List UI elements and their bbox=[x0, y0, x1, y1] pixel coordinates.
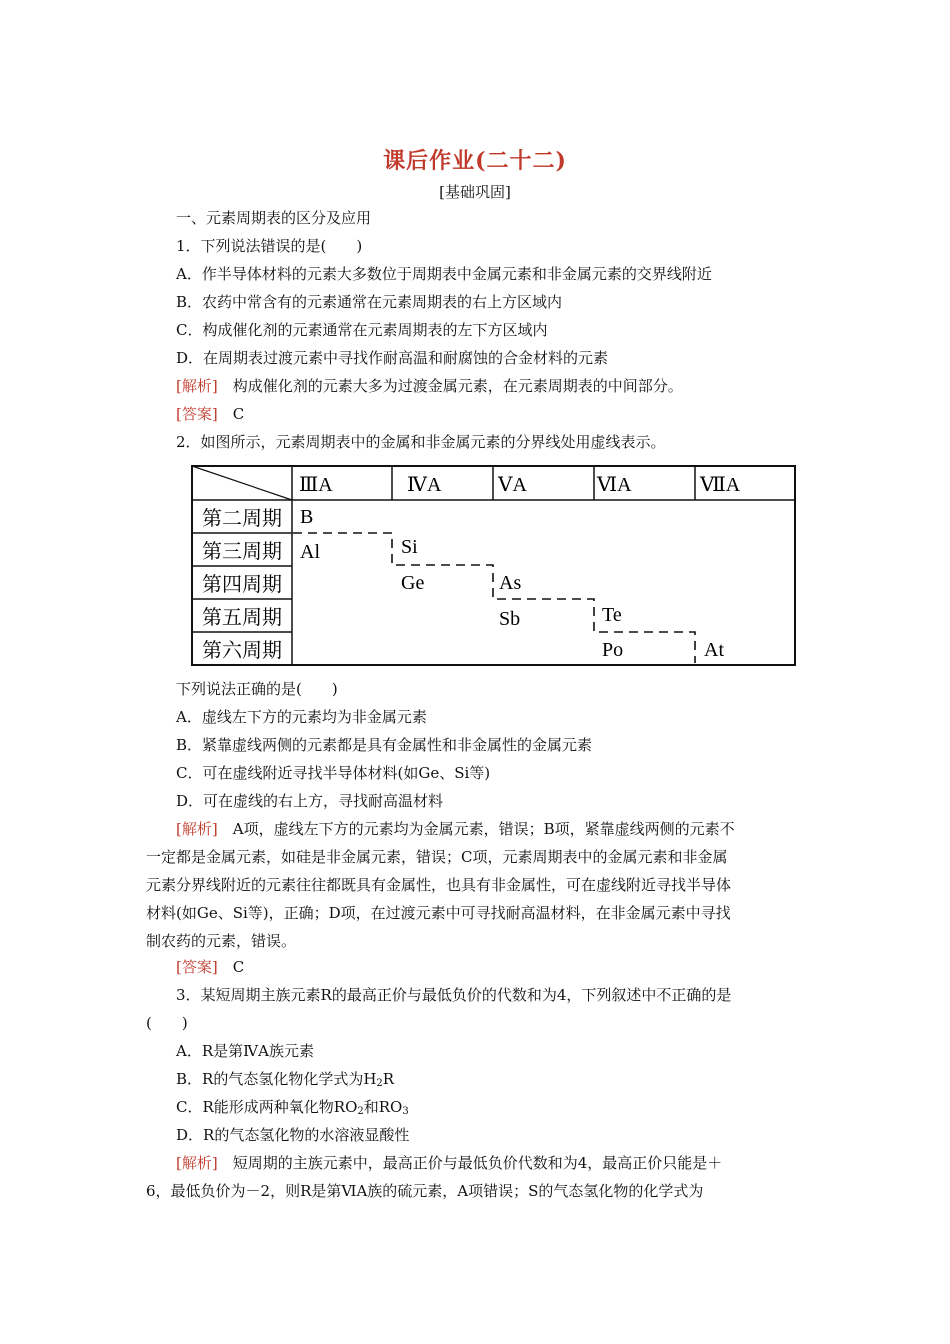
q2-analysis-line-3: 元素分界线附近的元素往往都既具有金属性，也具有非金属性，可在虚线附近寻找半导体 bbox=[146, 876, 732, 894]
q2-answer bbox=[176, 957, 244, 977]
analysis-tag: [解析] bbox=[176, 377, 218, 395]
element-si: Si bbox=[401, 536, 418, 558]
q3-stem: 3．某短周期主族元素R的最高正价与最低负价的代数和为4，下列叙述中不正确的是 bbox=[176, 986, 732, 1004]
group-header-3a: ⅢA bbox=[299, 474, 333, 496]
answer-tag: [答案] bbox=[176, 958, 218, 976]
periodic-table-figure bbox=[191, 465, 796, 666]
element-po: Po bbox=[602, 639, 624, 661]
section-heading: [基础巩固] bbox=[439, 183, 511, 201]
q2-option-c: C．可在虚线附近寻找半导体材料(如Ge、Si等) bbox=[176, 764, 491, 782]
analysis-tag: [解析] bbox=[176, 1154, 218, 1172]
subscript: 2 bbox=[357, 1106, 364, 1117]
q2-analysis-line-1 bbox=[176, 819, 735, 839]
page-title: 课后作业(二十二) bbox=[383, 148, 567, 174]
boundary-dashed-line bbox=[293, 533, 695, 663]
q2-question: 下列说法正确的是( ) bbox=[176, 680, 338, 698]
q3-option-c-text: C．R能形成两种氧化物RO bbox=[176, 1098, 358, 1116]
q2-stem: 2．如图所示，元素周期表中的金属和非金属元素的分界线处用虚线表示。 bbox=[176, 433, 666, 451]
group-header-4a: ⅣA bbox=[407, 474, 442, 496]
element-as: As bbox=[499, 572, 522, 594]
subscript: 3 bbox=[402, 1106, 409, 1117]
element-sb: Sb bbox=[499, 608, 521, 630]
q2-analysis-line-4: 材料(如Ge、Si等)，正确；D项，在过渡元素中可寻找耐高温材料，在非金属元素中寻找 bbox=[146, 904, 731, 922]
q2-option-b: B．紧靠虚线两侧的元素都是具有金属性和非金属性的金属元素 bbox=[176, 736, 593, 754]
q3-option-c-mid: 和RO bbox=[363, 1098, 403, 1116]
q3-option-b-text: B．R的气态氢化物化学式为H bbox=[176, 1070, 377, 1088]
q1-answer bbox=[176, 404, 244, 424]
section-title: 一、元素周期表的区分及应用 bbox=[176, 209, 372, 227]
q3-analysis-text-1: 短周期的主族元素中，最高正价与最低负价代数和为4，最高正价只能是＋ bbox=[232, 1154, 723, 1172]
group-header-7a: ⅦA bbox=[700, 474, 741, 496]
q3-option-d: D．R的气态氢化物的水溶液显酸性 bbox=[176, 1126, 410, 1144]
q3-analysis-line-1 bbox=[176, 1153, 722, 1173]
period-label-4: 第四周期 bbox=[202, 574, 282, 596]
period-label-5: 第五周期 bbox=[202, 607, 282, 629]
q1-analysis-text: 构成催化剂的元素大多为过渡金属元素，在元素周期表的中间部分。 bbox=[232, 377, 683, 395]
q3-analysis-line-2: 6，最低负价为－2，则R是第ⅥA族的硫元素，A项错误；S的气态氢化物的化学式为 bbox=[146, 1182, 704, 1200]
q3-option-b bbox=[176, 1069, 394, 1089]
q2-analysis-line-2: 一定都是金属元素，如硅是非金属元素，错误；C项，元素周期表中的金属元素和非金属 bbox=[146, 848, 728, 866]
q1-answer-text: C bbox=[232, 405, 245, 423]
element-b: B bbox=[300, 506, 314, 528]
q1-option-b: B．农药中常含有的元素通常在元素周期表的右上方区域内 bbox=[176, 293, 563, 311]
subscript: 2 bbox=[376, 1078, 383, 1089]
analysis-tag: [解析] bbox=[176, 820, 218, 838]
q3-option-a: A．R是第ⅣA族元素 bbox=[176, 1042, 314, 1060]
group-header-5a: ⅤA bbox=[498, 474, 527, 496]
q2-option-a: A．虚线左下方的元素均为非金属元素 bbox=[176, 708, 427, 726]
q3-option-b-tail: R bbox=[382, 1070, 395, 1088]
group-header-6a: ⅥA bbox=[597, 474, 632, 496]
period-label-6: 第六周期 bbox=[202, 640, 282, 662]
q2-analysis-line-5: 制农药的元素，错误。 bbox=[146, 932, 297, 950]
q1-stem: 1．下列说法错误的是( ) bbox=[176, 237, 363, 255]
q2-answer-text: C bbox=[232, 958, 245, 976]
element-al: Al bbox=[300, 541, 320, 563]
element-te: Te bbox=[602, 604, 622, 626]
element-ge: Ge bbox=[401, 572, 425, 594]
q3-stem-cont: ( ) bbox=[146, 1014, 188, 1032]
element-at: At bbox=[704, 639, 724, 661]
q1-option-a: A．作半导体材料的元素大多数位于周期表中金属元素和非金属元素的交界线附近 bbox=[176, 265, 712, 283]
q2-option-d: D．可在虚线的右上方，寻找耐高温材料 bbox=[176, 792, 444, 810]
period-label-2: 第二周期 bbox=[202, 508, 282, 530]
q1-analysis bbox=[176, 376, 683, 396]
q1-option-c: C．构成催化剂的元素通常在元素周期表的左下方区域内 bbox=[176, 321, 548, 339]
q2-analysis-text-1: A项，虚线左下方的元素均为金属元素，错误；B项，紧靠虚线两侧的元素不 bbox=[232, 820, 735, 838]
q1-option-d: D．在周期表过渡元素中寻找作耐高温和耐腐蚀的合金材料的元素 bbox=[176, 349, 609, 367]
period-label-3: 第三周期 bbox=[202, 541, 282, 563]
q3-option-c bbox=[176, 1097, 409, 1117]
answer-tag: [答案] bbox=[176, 405, 218, 423]
